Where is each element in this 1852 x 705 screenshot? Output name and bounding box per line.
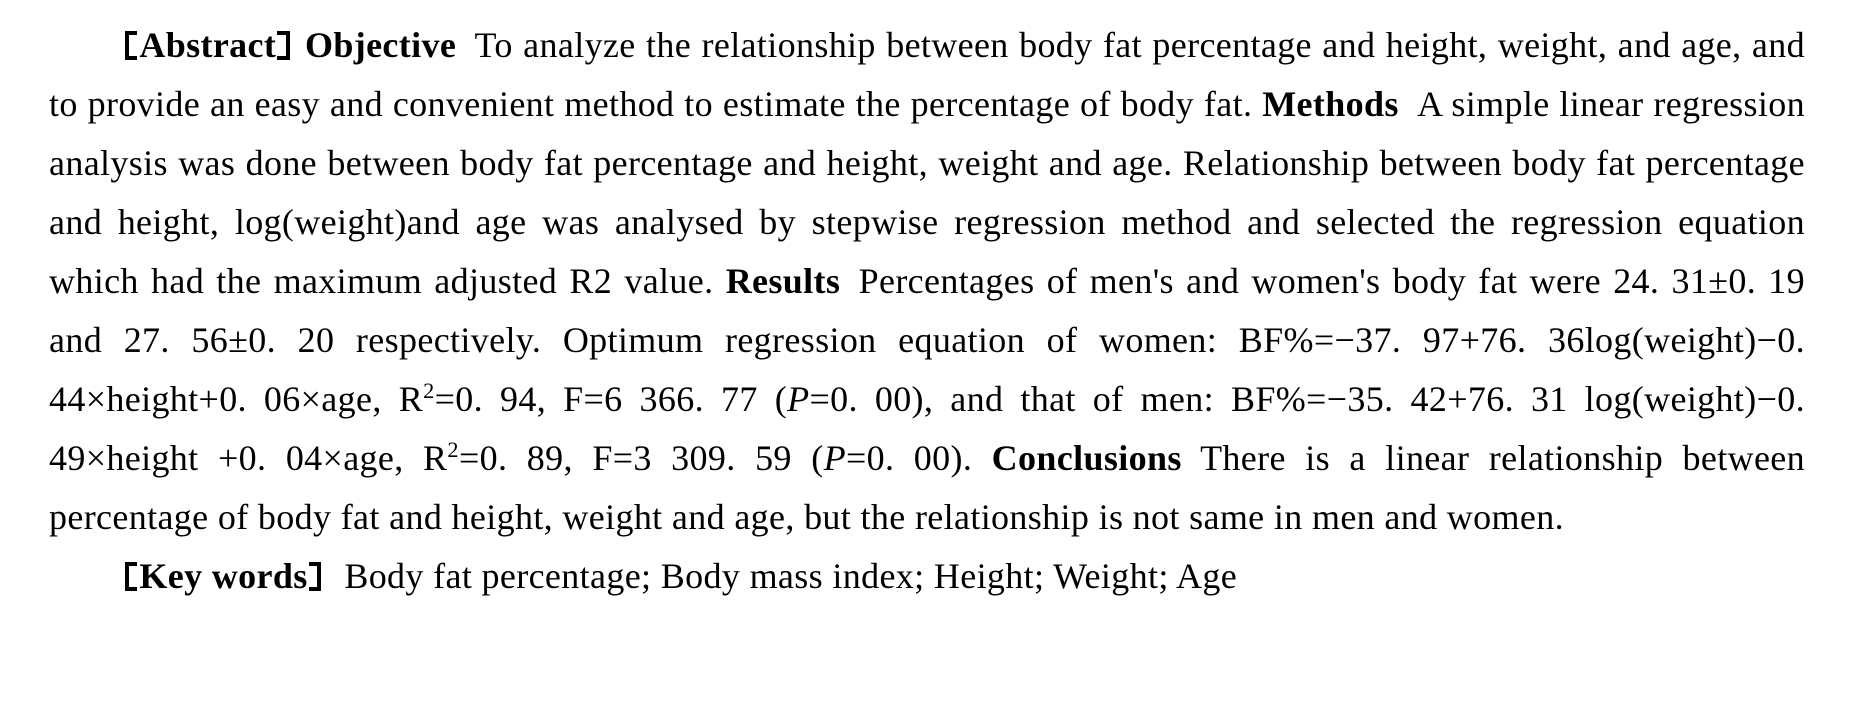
text-run-normal: =0. 00).	[845, 438, 992, 478]
text-run-italic: P	[787, 379, 810, 419]
text-run-italic: P	[823, 438, 846, 478]
text-run-sup: 2	[447, 437, 459, 462]
keywords-paragraph	[49, 547, 1805, 606]
text-run-normal: A simple linear regression analysis was done between body fat percentage and height, weight and age. Relationship between body fat percentage and height, log(weight)and age was analysed by stepwise regression method and selected the regression equation which had the maximum adjusted R2 value.	[49, 84, 1805, 301]
right-lenticular-bracket-icon	[309, 562, 321, 591]
text-run-normal: =0. 00), and that of men: BF%=−35. 42+76. 31 log(weight)−0. 49×height +0. 04×age, R	[49, 379, 1805, 478]
text-run-sup: 2	[423, 378, 435, 403]
left-lenticular-bracket-icon	[125, 562, 137, 591]
text-run-normal: =0. 89, F=3 309. 59 (	[458, 438, 824, 478]
text-run-bold: Methods	[1262, 84, 1399, 124]
right-lenticular-bracket-icon	[277, 31, 289, 60]
text-run-bold: Key words	[125, 556, 326, 596]
text-run-bold: Results	[725, 261, 841, 301]
text-run-bold: Abstract Objective	[125, 25, 456, 65]
text-run-normal: Percentages of men's and women's body fat were 24. 31±0. 19 and 27. 56±0. 20 respectively. Optimum regression equation of women: BF%=−37. 97+76. 36log(weight)−0. 44×height+0. 06×age, R	[49, 261, 1806, 419]
left-lenticular-bracket-icon	[125, 31, 137, 60]
text-run-normal: There is a linear relationship between percentage of body fat and height, weight and age, but the relationship is not same in men and women.	[49, 438, 1805, 537]
text-run-normal: To analyze the relationship between body fat percentage and height, weight, and age, and to provide an easy and convenient method to estimate the percentage of body fat.	[49, 25, 1805, 124]
text-run-normal: =0. 94, F=6 366. 77 (	[434, 379, 788, 419]
text-run-normal: Body fat percentage; Body mass index; Height; Weight; Age	[325, 556, 1238, 596]
text-run-bold: Conclusions	[991, 438, 1182, 478]
abstract-paragraph	[49, 16, 1805, 547]
